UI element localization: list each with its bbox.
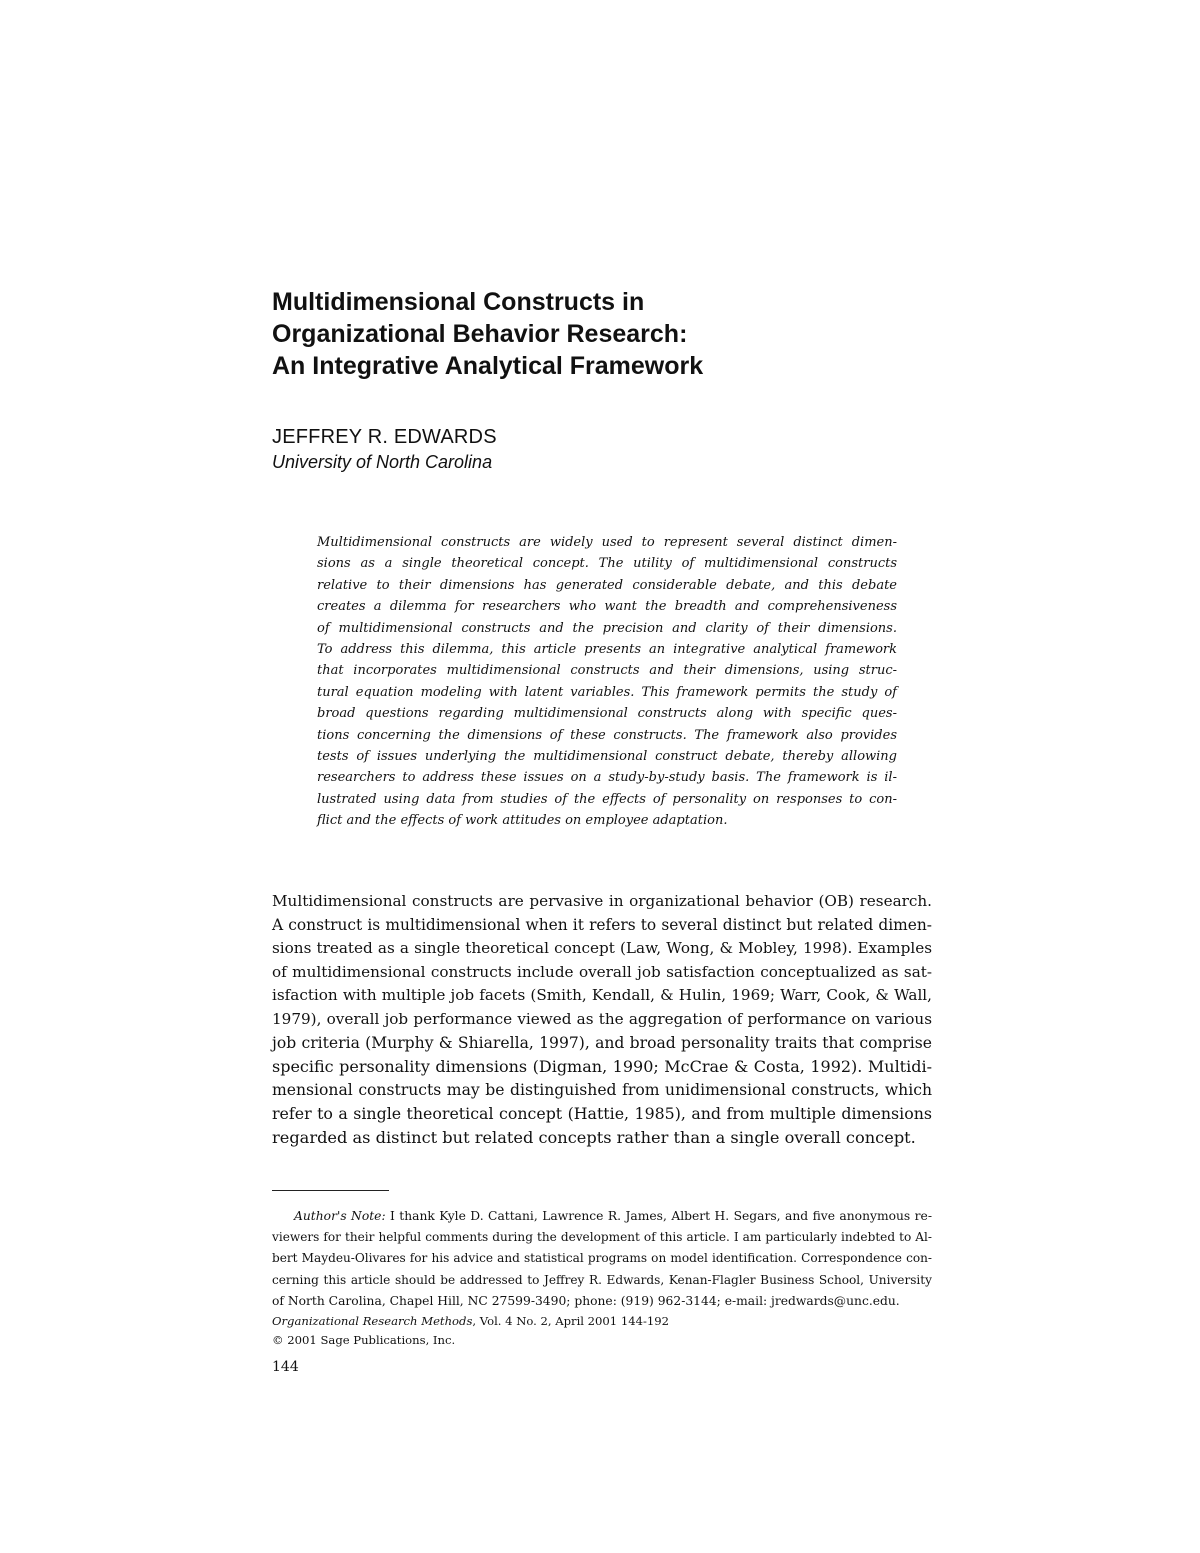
abstract-line: To address this dilemma, this article presents an integrative analytical framework	[317, 642, 897, 658]
article-title	[272, 286, 912, 382]
title-line: An Integrative Analytical Framework	[272, 352, 704, 380]
title-line: Organizational Behavior Research:	[272, 320, 688, 348]
abstract-line: tions concerning the dimensions of these constructs. The framework also provides	[317, 727, 897, 743]
body-line: 1979), overall job performance viewed as the aggregation of performance on various	[272, 1009, 932, 1028]
body-line: isfaction with multiple job facets (Smith, Kendall, & Hulin, 1969; Warr, Cook, & Wall,	[272, 986, 932, 1005]
abstract-line: researchers to address these issues on a study-by-study basis. The framework is il-	[317, 770, 897, 786]
body-line: A construct is multidimensional when it refers to several distinct but related dimen-	[272, 915, 932, 934]
author-name: JEFFREY R. EDWARDS	[272, 426, 497, 448]
abstract-line: tural equation modeling with latent variables. This framework permits the study of	[317, 684, 897, 700]
footnote-line: viewers for their helpful comments during the development of this article. I am particularly indebted to Al-	[272, 1230, 932, 1245]
journal-citation	[272, 1312, 669, 1330]
body-line: sions treated as a single theoretical concept (Law, Wong, & Mobley, 1998). Examples	[272, 939, 932, 958]
copyright-notice: © 2001 Sage Publications, Inc.	[272, 1333, 456, 1347]
footnote-divider	[272, 1190, 389, 1191]
body-line: of multidimensional constructs include overall job satisfaction conceptualized as sat-	[272, 962, 932, 981]
body-line: mensional constructs may be distinguished from unidimensional constructs, which	[272, 1080, 932, 1099]
body-line: Multidimensional constructs are pervasive in organizational behavior (OB) research.	[272, 892, 932, 910]
abstract-line: Multidimensional constructs are widely used to represent several distinct dimen-	[317, 535, 897, 550]
abstract-line: sions as a single theoretical concept. The utility of multidimensional constructs	[317, 556, 897, 572]
abstract-line: lustrated using data from studies of the effects of personality on responses to con-	[317, 791, 897, 807]
abstract-line: flict and the effects of work attitudes on employee adaptation.	[317, 813, 728, 829]
footnote-line: of North Carolina, Chapel Hill, NC 27599-3490; phone: (919) 962-3144; e-mail: jredwards@unc.edu.	[272, 1293, 900, 1308]
footnote-lead: Author's Note:	[294, 1209, 386, 1223]
body-line: regarded as distinct but related concepts rather than a single overall concept.	[272, 1127, 916, 1147]
footnote-line: cerning this article should be addressed to Jeffrey R. Edwards, Kenan-Flagler Business School, University	[272, 1272, 932, 1287]
footnote-text: I thank Kyle D. Cattani, Lawrence R. James, Albert H. Segars, and five anonymous re-	[385, 1209, 932, 1223]
author-note	[272, 1206, 932, 1312]
abstract-line: of multidimensional constructs and the precision and clarity of their dimensions.	[317, 620, 897, 636]
title-line: Multidimensional Constructs in	[272, 288, 645, 316]
body-line: specific personality dimensions (Digman, 1990; McCrae & Costa, 1992). Multidi-	[272, 1057, 932, 1077]
footnote-line	[272, 1206, 932, 1227]
abstract-line: broad questions regarding multidimensional constructs along with specific ques-	[317, 706, 897, 722]
abstract-line: relative to their dimensions has generated considerable debate, and this debate	[317, 577, 897, 593]
body-paragraph	[272, 890, 932, 1150]
journal-details: , Vol. 4 No. 2, April 2001 144-192	[472, 1314, 670, 1328]
footnote-line: bert Maydeu-Olivares for his advice and statistical programs on model identification. Correspondence con-	[272, 1251, 932, 1266]
abstract-line: that incorporates multidimensional constructs and their dimensions, using struc-	[317, 663, 897, 679]
body-line: job criteria (Murphy & Shiarella, 1997), and broad personality traits that comprise	[272, 1033, 932, 1052]
abstract	[317, 532, 897, 832]
abstract-line: creates a dilemma for researchers who want the breadth and comprehensiveness	[317, 599, 897, 615]
page-number: 144	[272, 1359, 299, 1375]
journal-name: Organizational Research Methods	[272, 1314, 473, 1328]
body-line: refer to a single theoretical concept (Hattie, 1985), and from multiple dimensions	[272, 1104, 932, 1124]
abstract-line: tests of issues underlying the multidimensional construct debate, thereby allowing	[317, 749, 897, 765]
author-affiliation: University of North Carolina	[272, 452, 493, 472]
